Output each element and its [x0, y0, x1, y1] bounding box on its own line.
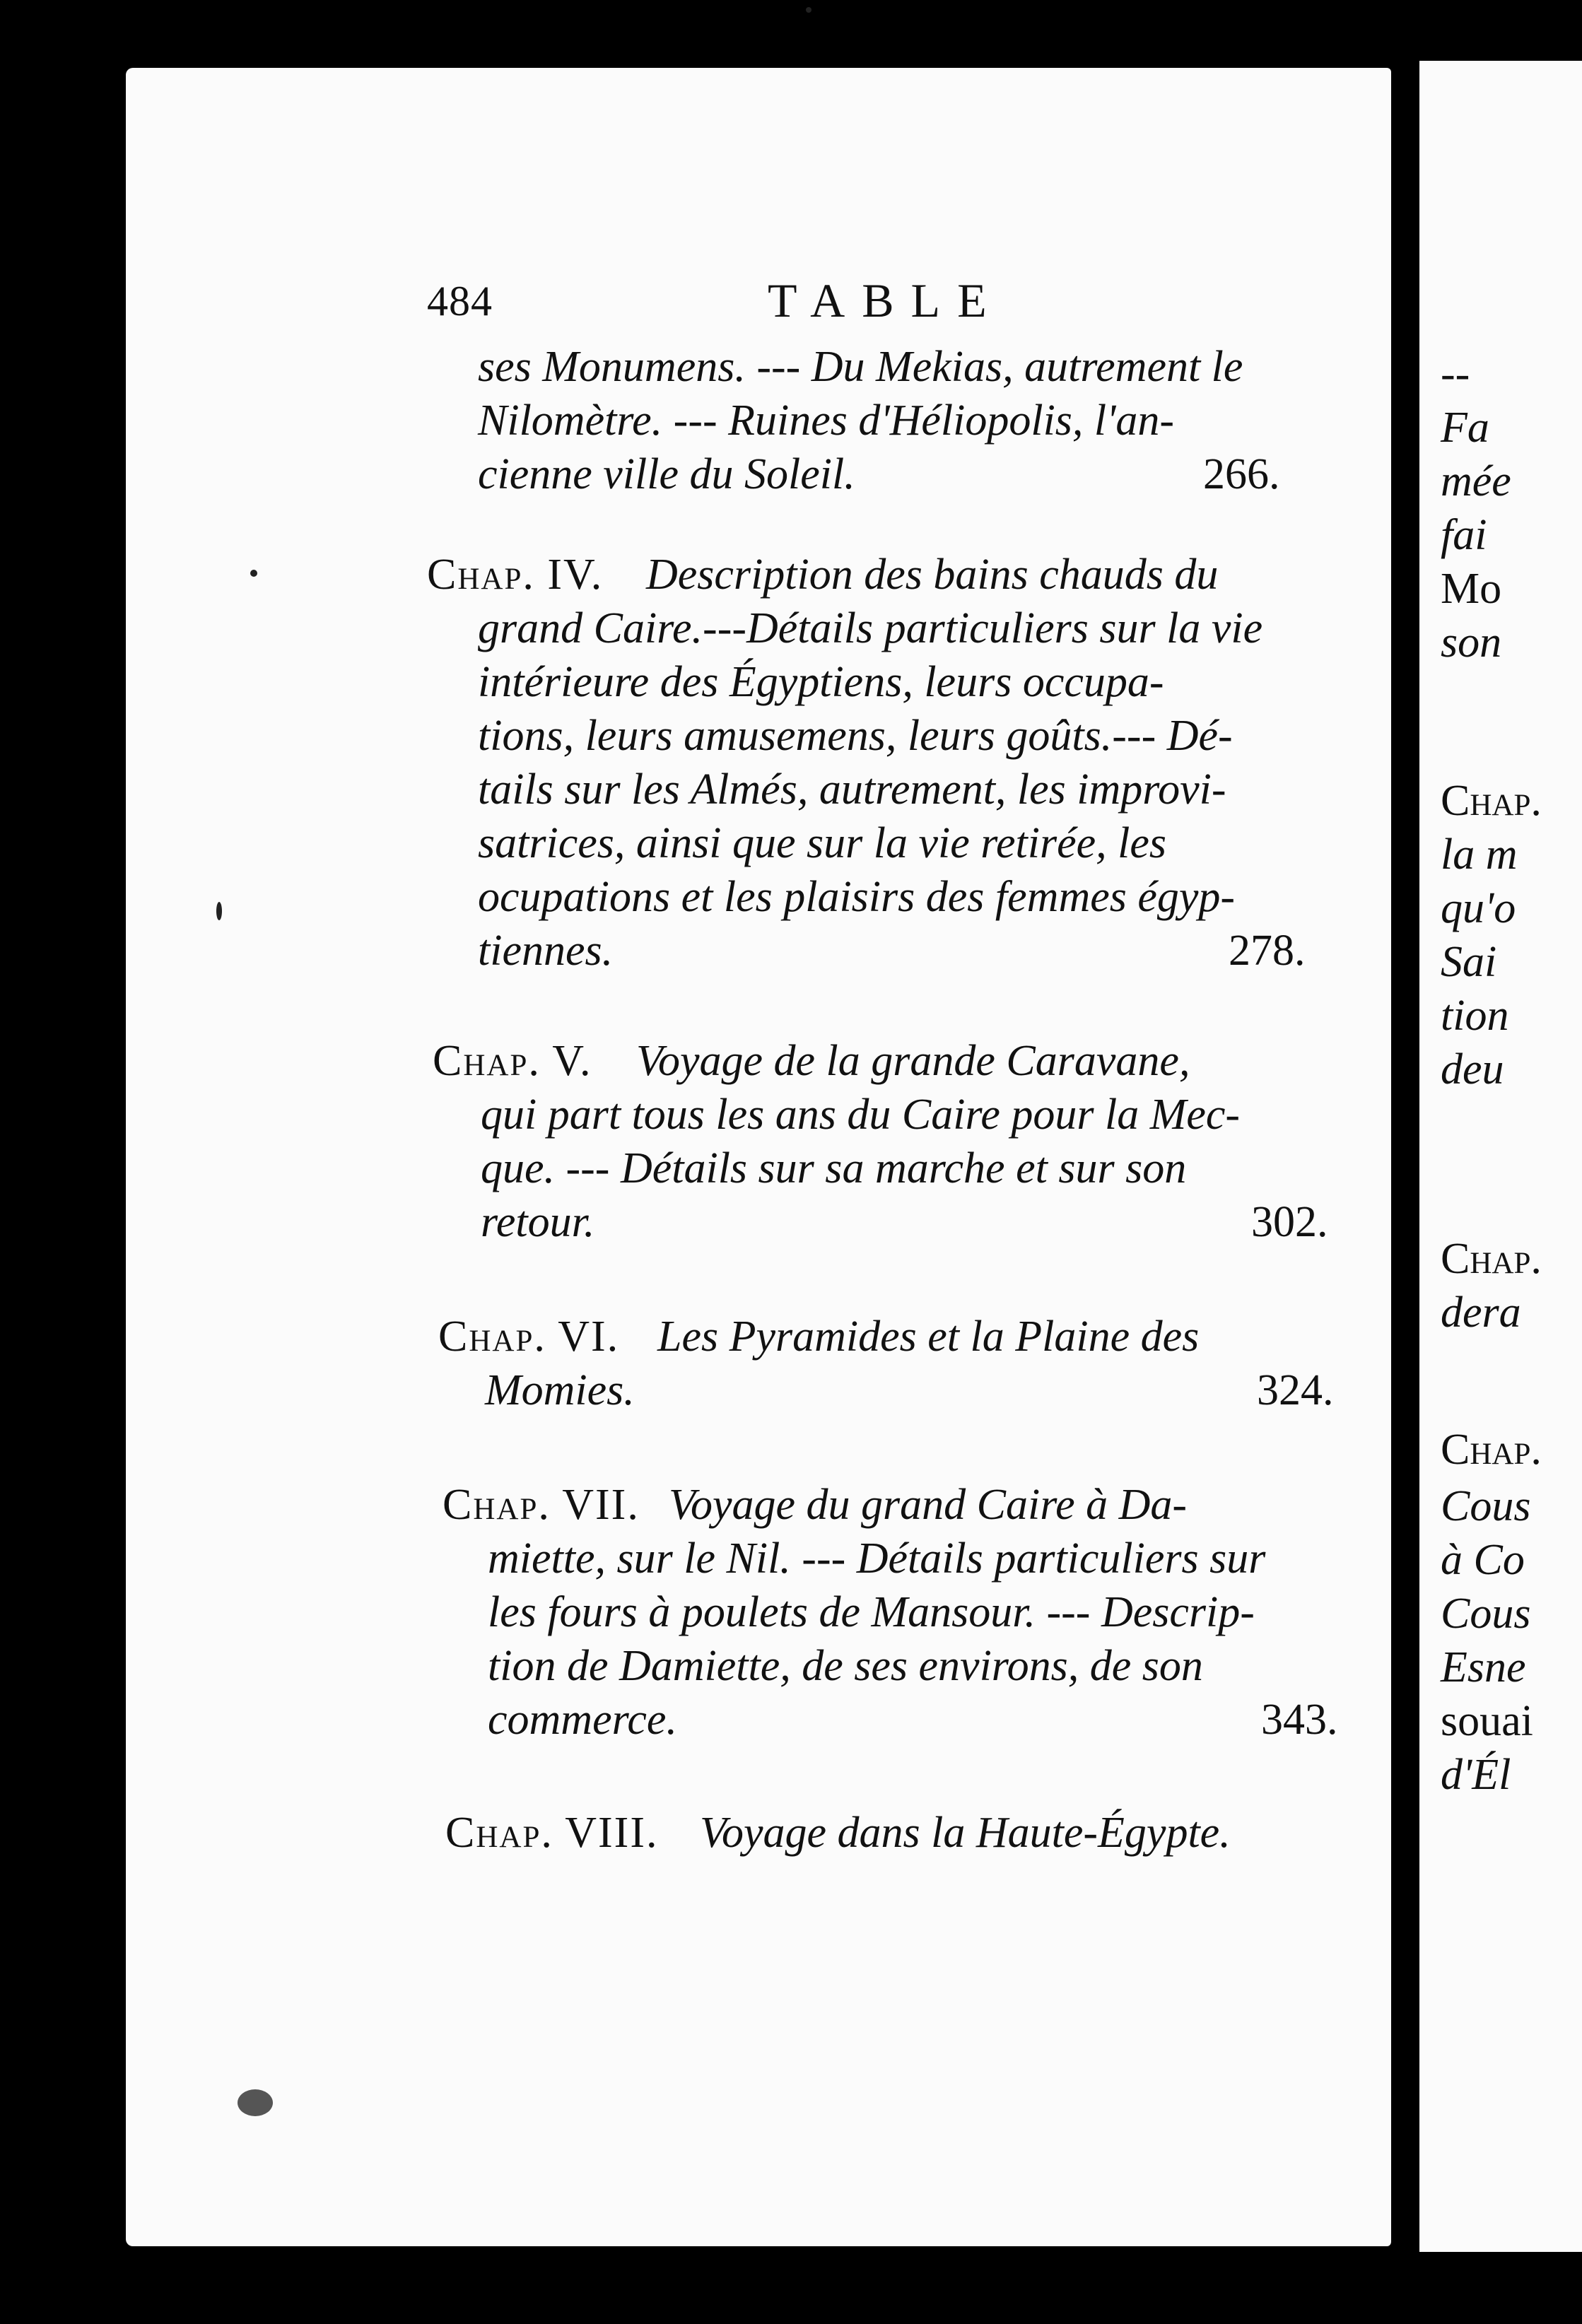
fragment: dera: [1441, 1289, 1521, 1337]
page-title: TABLE: [768, 274, 1004, 327]
entry-line: tails sur les Almés, autrement, les improvi-: [478, 765, 1226, 814]
scan-blot: [238, 2089, 273, 2116]
entry-page-number: 324.: [1257, 1366, 1334, 1414]
entry-line: cienne ville du Soleil.: [478, 450, 855, 498]
entry-line: commerce.: [488, 1696, 677, 1744]
entry-line: Voyage dans la Haute-Égypte.: [700, 1809, 1231, 1857]
entry-page-number: 302.: [1251, 1198, 1328, 1246]
fragment: Mo: [1441, 565, 1502, 613]
fragment: Esne: [1441, 1643, 1526, 1691]
right-page-text: [1419, 61, 1582, 2252]
entry-line: que. --- Détails sur sa marche et sur son: [481, 1144, 1187, 1192]
fragment: la m: [1441, 831, 1518, 879]
entry-line: tion de Damiette, de ses environs, de son: [488, 1642, 1203, 1690]
chapter-label: Chap. VI.: [438, 1313, 620, 1361]
entry-line: ocupations et les plaisirs des femmes égyp-: [478, 873, 1236, 921]
chapter-label: Chap. VII.: [443, 1481, 640, 1529]
fragment: Cous: [1441, 1482, 1531, 1530]
entry-line: grand Caire.---Détails particuliers sur la vie: [478, 604, 1263, 652]
entry-line: retour.: [481, 1198, 595, 1246]
entry-line: intérieure des Égyptiens, leurs occupa-: [478, 658, 1164, 706]
fragment: tion: [1441, 992, 1509, 1040]
entry-line: tiennes.: [478, 927, 614, 975]
scan-speck: [250, 570, 257, 577]
page-number: 484: [427, 278, 493, 324]
chapter-label: Chap. V.: [433, 1037, 592, 1085]
scan-speck: [216, 902, 222, 920]
chapter-label: Chap. VIII.: [445, 1809, 659, 1857]
fragment: Fa: [1441, 404, 1489, 452]
fragment: Chap.: [1441, 1235, 1542, 1283]
scan-speck: [806, 7, 811, 13]
fragment: fai: [1441, 511, 1487, 559]
fragment: mée: [1441, 457, 1511, 505]
entry-line: ses Monumens. --- Du Mekias, autrement le: [478, 343, 1243, 391]
fragment: Cous: [1441, 1590, 1531, 1638]
entry-line: Voyage de la grande Caravane,: [636, 1037, 1190, 1085]
fragment: Sai: [1441, 938, 1497, 986]
entry-line: Nilomètre. --- Ruines d'Héliopolis, l'an-: [478, 397, 1175, 445]
fragment: d'Él: [1441, 1751, 1511, 1799]
fragment: son: [1441, 618, 1502, 667]
fragment: Chap.: [1441, 777, 1542, 825]
chapter-label: Chap. IV.: [427, 551, 604, 599]
entry-line: qui part tous les ans du Caire pour la Mec-: [481, 1091, 1241, 1139]
fragment: Chap.: [1441, 1426, 1542, 1474]
entry-page-number: 278.: [1229, 927, 1306, 975]
entry-line: Momies.: [485, 1366, 635, 1414]
entry-line: satrices, ainsi que sur la vie retirée, les: [478, 819, 1167, 867]
fragment: qu'o: [1441, 884, 1516, 932]
fragment: --: [1441, 350, 1470, 398]
entry-line: Description des bains chauds du: [646, 551, 1219, 599]
fragment: souai: [1441, 1697, 1533, 1745]
entry-line: miette, sur le Nil. --- Détails particuliers sur: [488, 1534, 1266, 1583]
entry-line: Voyage du grand Caire à Da-: [669, 1481, 1188, 1529]
fragment: deu: [1441, 1045, 1504, 1093]
entry-page-number: 343.: [1261, 1696, 1338, 1744]
entry-line: les fours à poulets de Mansour. --- Descrip-: [488, 1588, 1255, 1636]
entry-page-number: 266.: [1203, 450, 1280, 498]
fragment: à Co: [1441, 1536, 1525, 1584]
entry-line: tions, leurs amusemens, leurs goûts.--- Dé-: [478, 712, 1233, 760]
entry-line: Les Pyramides et la Plaine des: [657, 1313, 1200, 1361]
